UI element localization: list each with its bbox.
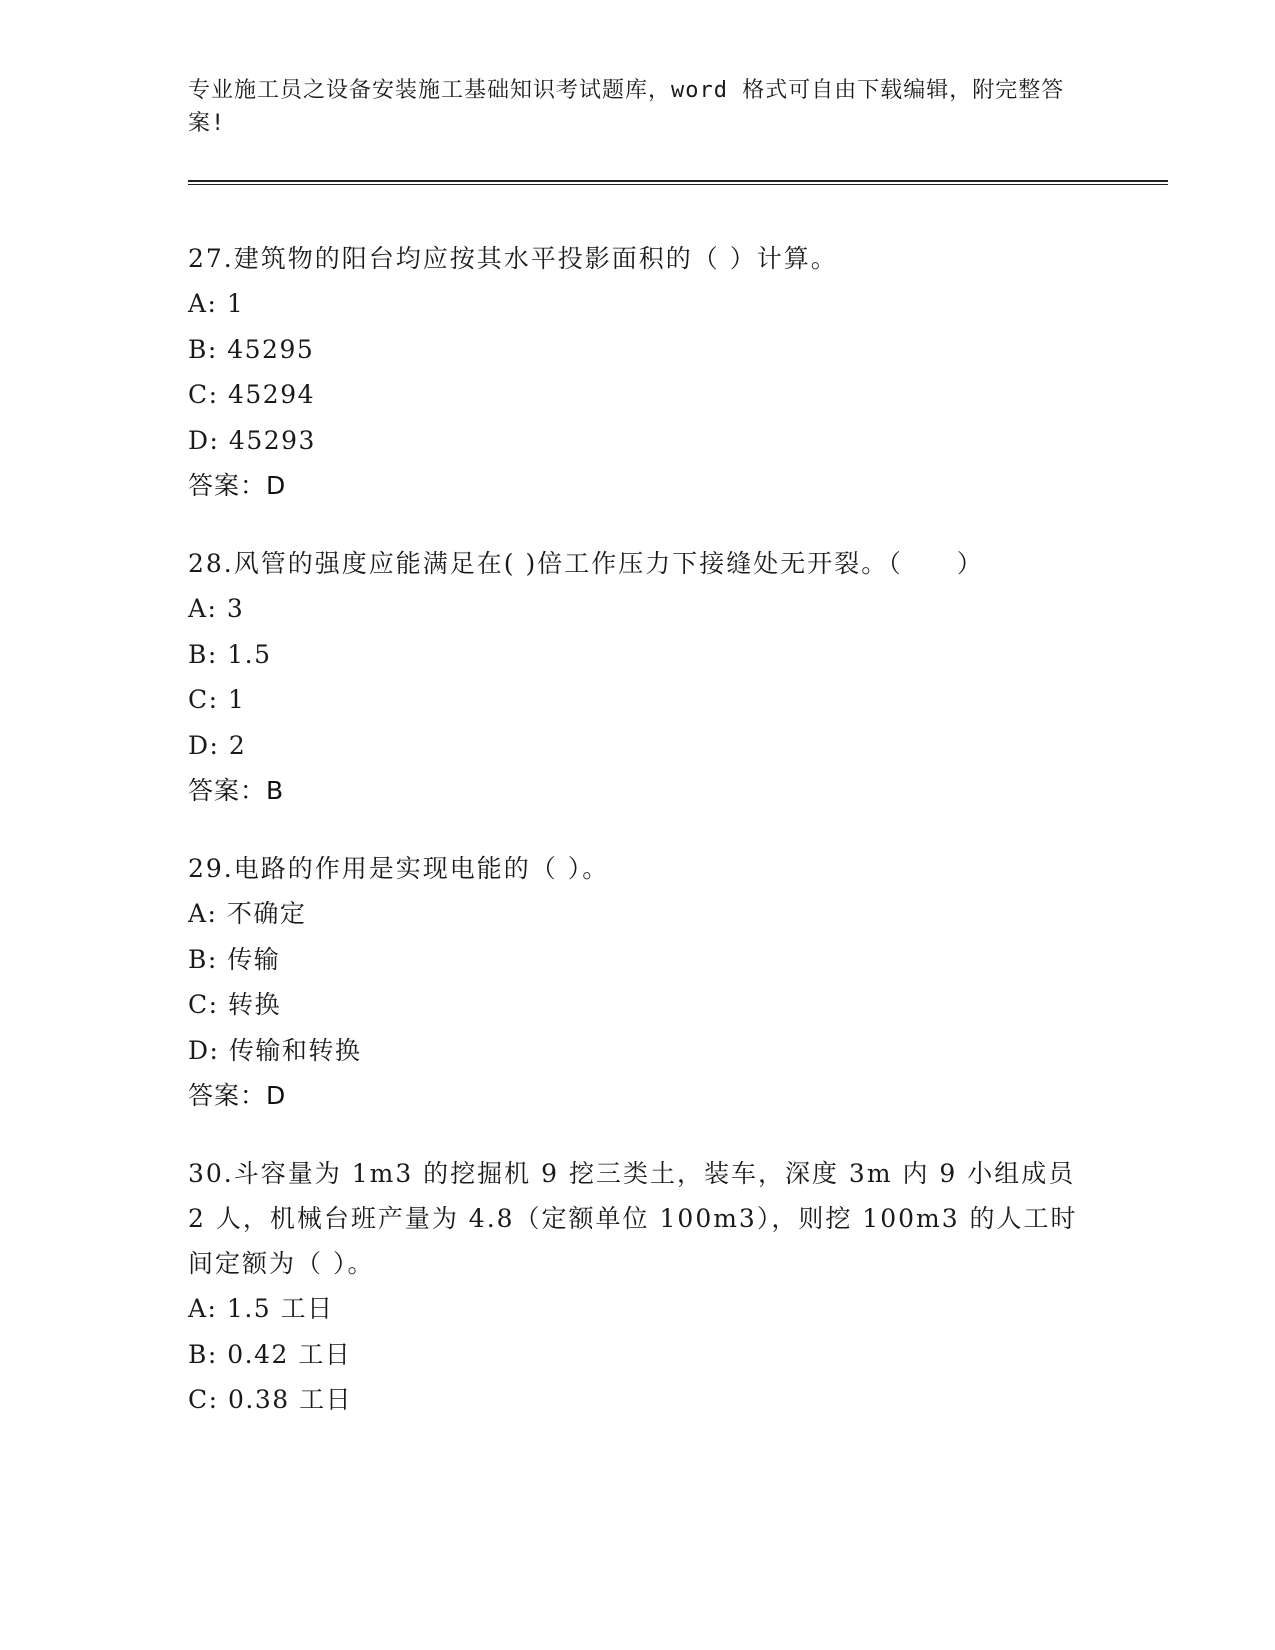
- question-stem: 29.电路的作用是实现电能的（ ）。: [188, 854, 610, 883]
- option-b: B: 传输: [188, 944, 281, 974]
- option-a: A: 1.5 工日: [188, 1294, 334, 1323]
- header-divider: [188, 180, 1168, 185]
- option-b: B: 0.42 工日: [188, 1339, 352, 1369]
- answer: 答案：D: [188, 471, 287, 500]
- option-c: C: 45294: [188, 380, 316, 409]
- question-30: [188, 1151, 1088, 1423]
- question-list: [188, 236, 1088, 1456]
- question-stem: 28.风管的强度应能满足在( )倍工作压力下接缝处无开裂。（ ）: [188, 549, 984, 578]
- question-29: [188, 846, 1088, 1118]
- option-a: A: 3: [188, 594, 245, 623]
- answer: 答案：B: [188, 776, 285, 805]
- question-28: [188, 541, 1088, 813]
- option-c: C: 0.38 工日: [188, 1385, 353, 1414]
- question-stem: 30.斗容量为 1m3 的挖掘机 9 挖三类土，装车，深度 3m 内 9 小组成员 2 人，机械台班产量为 4.8（定额单位 100m3），则挖 100m3 的人工时间定额为（ ）。: [188, 1159, 1078, 1278]
- document-header: 专业施工员之设备安装施工基础知识考试题库，word 格式可自由下载编辑，附完整答案!: [188, 78, 1065, 136]
- option-b: B: 1.5: [188, 639, 272, 669]
- option-d: D: 传输和转换: [188, 1035, 362, 1065]
- option-b: B: 45295: [188, 334, 315, 364]
- answer: 答案：D: [188, 1081, 287, 1110]
- option-d: D: 2: [188, 730, 247, 760]
- question-27: [188, 236, 1088, 508]
- option-c: C: 1: [188, 685, 246, 714]
- option-c: C: 转换: [188, 990, 281, 1019]
- question-stem: 27.建筑物的阳台均应按其水平投影面积的（ ）计算。: [188, 244, 838, 273]
- option-a: A: 1: [188, 289, 245, 318]
- option-a: A: 不确定: [188, 899, 307, 928]
- option-d: D: 45293: [188, 425, 316, 455]
